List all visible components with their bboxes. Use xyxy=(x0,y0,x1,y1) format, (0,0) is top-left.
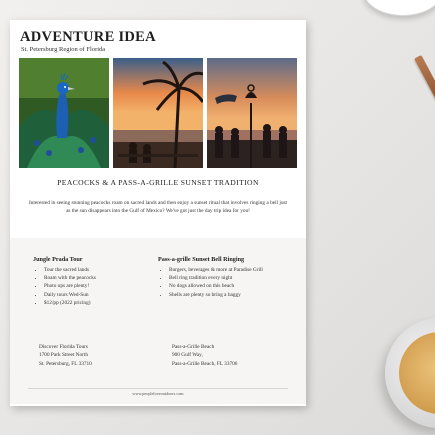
address-line: Discover Florida Tours xyxy=(39,344,88,350)
flyer-headline: PEACOCKS & A PASS-A-GRILLE SUNSET TRADITION xyxy=(57,178,259,187)
list-item: • No dogs allowed on this beach xyxy=(169,282,293,290)
bell-ringing-heading: Pass-a-grille Sunset Bell Ringing xyxy=(158,256,245,263)
footer-divider xyxy=(28,388,288,389)
sunset-bell-crowd-photo xyxy=(207,58,297,168)
address-line: 1700 Park Street North xyxy=(39,352,88,359)
beach-address xyxy=(172,343,237,368)
tour-address xyxy=(39,343,92,368)
list-item: • Bell ring tradition every night xyxy=(169,274,293,282)
bell-ringing-column xyxy=(158,256,293,299)
photo-strip xyxy=(19,58,297,168)
flyer-subtitle: St. Petersburg Region of Florida xyxy=(21,46,106,53)
list-item: • Burgers, beverages & more at Paradise Grill xyxy=(169,266,293,274)
list-item: • $12/pp (2022 pricing) xyxy=(44,299,153,307)
jungle-prada-heading: Jungle Prada Tour xyxy=(33,256,83,263)
address-line: St. Petersburg, FL 33710 xyxy=(39,360,92,367)
jungle-prada-column xyxy=(33,256,153,307)
list-item: • Roam with the peacocks xyxy=(44,274,153,282)
flyer-title: ADVENTURE IDEA xyxy=(20,29,156,45)
sunset-beach-palm-photo xyxy=(113,58,203,168)
peacock-photo xyxy=(19,58,109,168)
address-line: 900 Gulf Way, xyxy=(172,352,203,359)
coffee xyxy=(399,332,435,414)
list-item: • Tour the sacred lands xyxy=(44,266,153,274)
website-footer: www.peopleloveoutdoors.com xyxy=(132,391,184,396)
flyer-page xyxy=(10,20,306,406)
intro-paragraph: Interested in seeing stunning peacocks roam on sacred lands and then enjoy a sunset ritual that involves ringing a bell just as the sun disappears into the Gulf of Mexico? We've got just the day trip idea for you! xyxy=(28,200,287,214)
address-line: Pass-a-Grille Beach, FL 33706 xyxy=(172,360,238,367)
address-line: Pass-a-Grille Beach xyxy=(172,344,215,350)
list-item: • Photo ops are plenty! xyxy=(44,282,153,290)
list-item: • Shells are plenty so bring a baggy xyxy=(169,291,293,299)
jungle-prada-list xyxy=(33,266,153,307)
list-item: • Daily tours Wed-Sun xyxy=(44,291,153,299)
bell-ringing-list xyxy=(158,266,293,299)
